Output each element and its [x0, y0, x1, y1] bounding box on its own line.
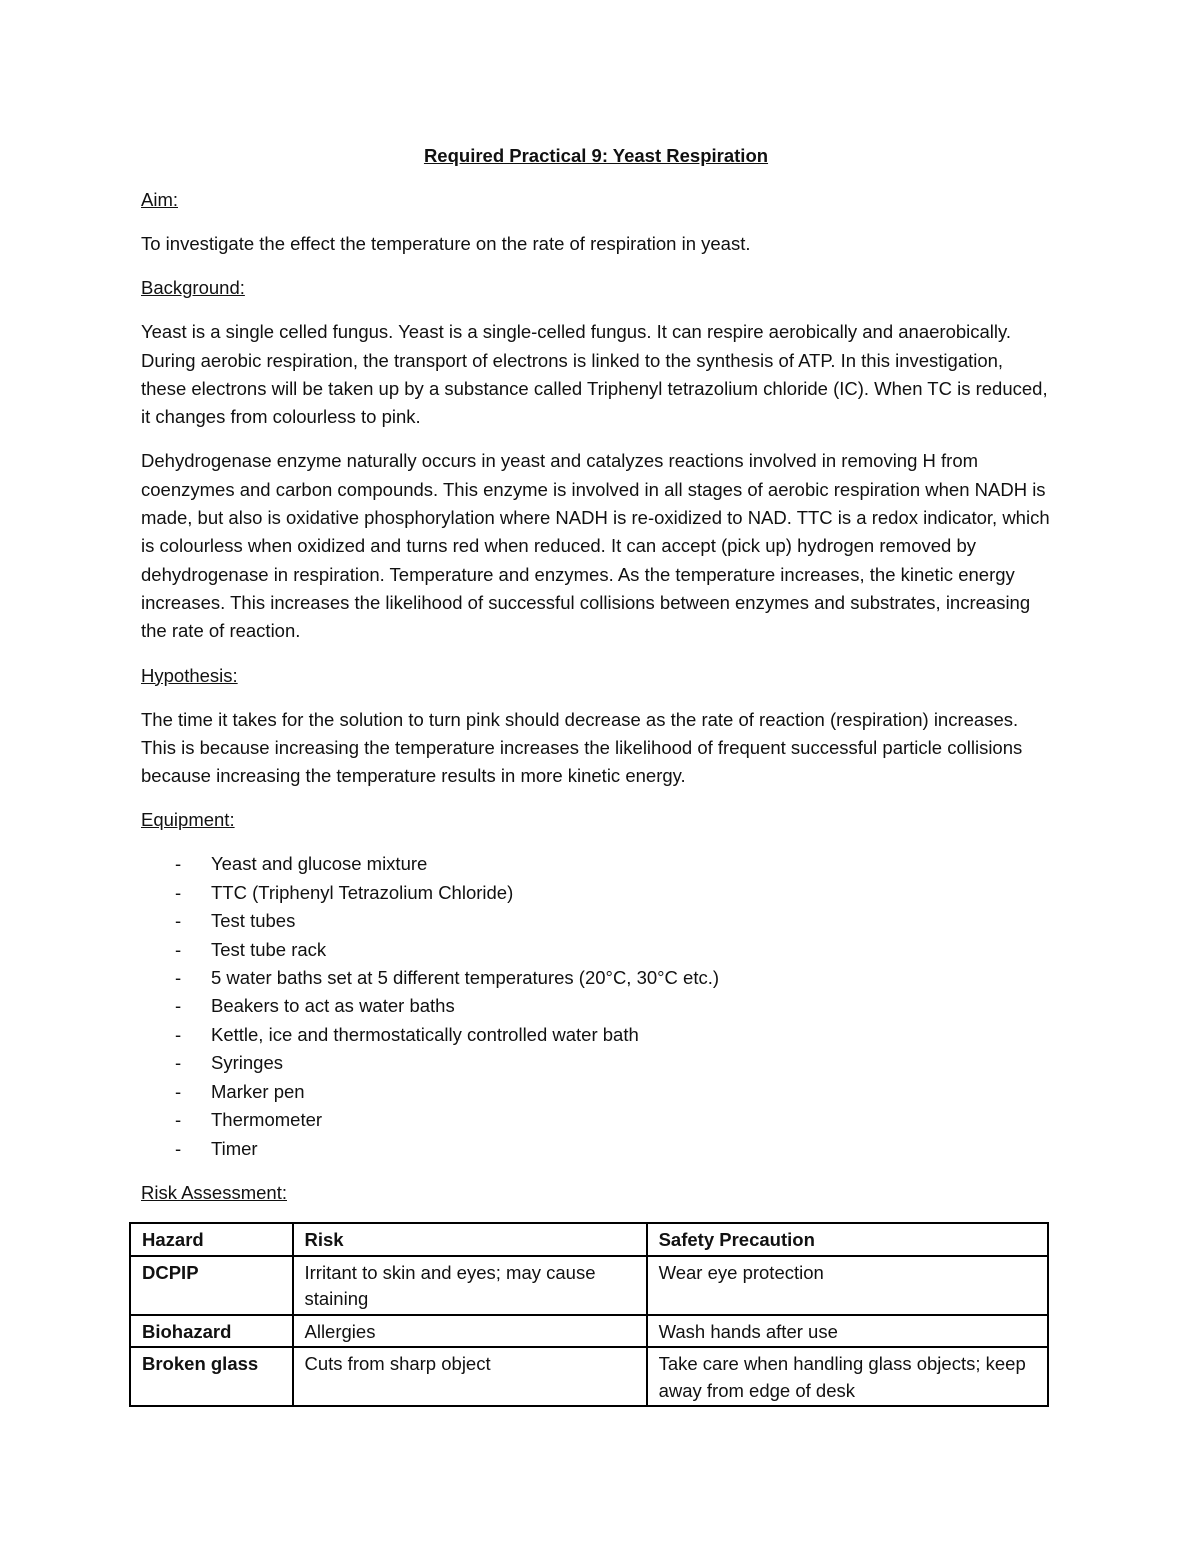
list-item [141, 936, 1051, 964]
list-item [141, 879, 1051, 907]
list-item [141, 1135, 1051, 1163]
list-item-text: Yeast and glucose mixture [211, 853, 428, 875]
table-cell-hazard: Broken glass [130, 1347, 293, 1406]
list-item [141, 992, 1051, 1020]
list-item [141, 1078, 1051, 1106]
risk-assessment-heading: Risk Assessment: [141, 1181, 287, 1203]
table-row [130, 1256, 1048, 1315]
list-bullet: - [175, 1080, 182, 1102]
list-item-text: TTC (Triphenyl Tetrazolium Chloride) [211, 881, 514, 903]
list-bullet: - [175, 938, 182, 960]
list-bullet: - [175, 1137, 182, 1159]
list-item-text: Test tubes [211, 910, 296, 932]
table-header-row [130, 1223, 1048, 1256]
page-title: Required Practical 9: Yeast Respiration [423, 145, 769, 166]
equipment-list [141, 850, 1051, 1162]
column-header-safety-precaution: Safety Precaution [647, 1223, 1048, 1256]
list-bullet: - [175, 1109, 182, 1131]
list-item-text: Timer [211, 1137, 258, 1159]
list-bullet: - [175, 881, 182, 903]
list-item-text: Thermometer [211, 1109, 323, 1131]
aim-text: To investigate the effect the temperature on the rate of respiration in yeast. [141, 233, 751, 254]
list-item [141, 964, 1051, 992]
column-header-hazard: Hazard [130, 1223, 293, 1256]
list-item-text: 5 water baths set at 5 different temperatures (20°C, 30°C etc.) [211, 967, 720, 989]
table-cell-risk: Allergies [293, 1315, 647, 1348]
list-bullet: - [175, 1023, 182, 1045]
column-header-risk: Risk [293, 1223, 647, 1256]
table-cell-risk: Irritant to skin and eyes; may cause staining [293, 1256, 647, 1315]
list-bullet: - [175, 910, 182, 932]
list-bullet: - [175, 853, 182, 875]
list-bullet: - [175, 995, 182, 1017]
list-item [141, 850, 1051, 878]
list-item [141, 1106, 1051, 1134]
hypothesis-heading: Hypothesis: [141, 664, 238, 686]
table-cell-precaution: Wash hands after use [647, 1315, 1048, 1348]
list-item-text: Kettle, ice and thermostatically controlled water bath [211, 1023, 639, 1045]
list-item-text: Beakers to act as water baths [211, 995, 455, 1017]
table-cell-precaution: Wear eye protection [647, 1256, 1048, 1315]
aim-heading: Aim: [141, 189, 178, 210]
risk-assessment-table [129, 1222, 1049, 1407]
list-item-text: Test tube rack [211, 938, 327, 960]
table-cell-precaution: Take care when handling glass objects; keep away from edge of desk [647, 1347, 1048, 1406]
background-paragraph-1: Yeast is a single celled fungus. Yeast is a single-celled fungus. It can respire aerobically and anaerobically. During aerobic respiration, the transport of electrons is linked to the synthesis of ATP. In this investigation, these electrons will be taken up by a substance called Triphenyl tetrazolium chloride (IC). When TC is reduced, it changes from colourless to pink. [141, 321, 1048, 428]
document-body [141, 142, 1051, 1223]
equipment-heading: Equipment: [141, 809, 235, 831]
list-bullet: - [175, 1052, 182, 1074]
list-item [141, 1021, 1051, 1049]
background-paragraph-2: Dehydrogenase enzyme naturally occurs in yeast and catalyzes reactions involved in removing H from coenzymes and carbon compounds. This enzyme is involved in all stages of aerobic respiration when NADH is made, but also is oxidative phosphorylation where NADH is re-oxidized to NAD. TTC is a redox indicator, which is colourless when oxidized and turns red when reduced. It can accept (pick up) hydrogen removed by dehydrogenase in respiration. Temperature and enzymes. As the temperature increases, the kinetic energy increases. This increases the likelihood of successful collisions between enzymes and substrates, increasing the rate of reaction. [141, 450, 1050, 642]
table-row [130, 1315, 1048, 1348]
table-cell-risk: Cuts from sharp object [293, 1347, 647, 1406]
background-heading: Background: [141, 277, 245, 299]
list-item-text: Marker pen [211, 1080, 305, 1102]
list-bullet: - [175, 967, 182, 989]
list-item [141, 1049, 1051, 1077]
hypothesis-text: The time it takes for the solution to turn pink should decrease as the rate of reaction (respiration) increases. This is because increasing the temperature increases the likelihood of frequent successful particle collisions because increasing the temperature results in more kinetic energy. [141, 708, 1023, 787]
table-cell-hazard: DCPIP [130, 1256, 293, 1315]
list-item-text: Syringes [211, 1052, 283, 1074]
list-item [141, 907, 1051, 935]
table-cell-hazard: Biohazard [130, 1315, 293, 1348]
table-row [130, 1347, 1048, 1406]
